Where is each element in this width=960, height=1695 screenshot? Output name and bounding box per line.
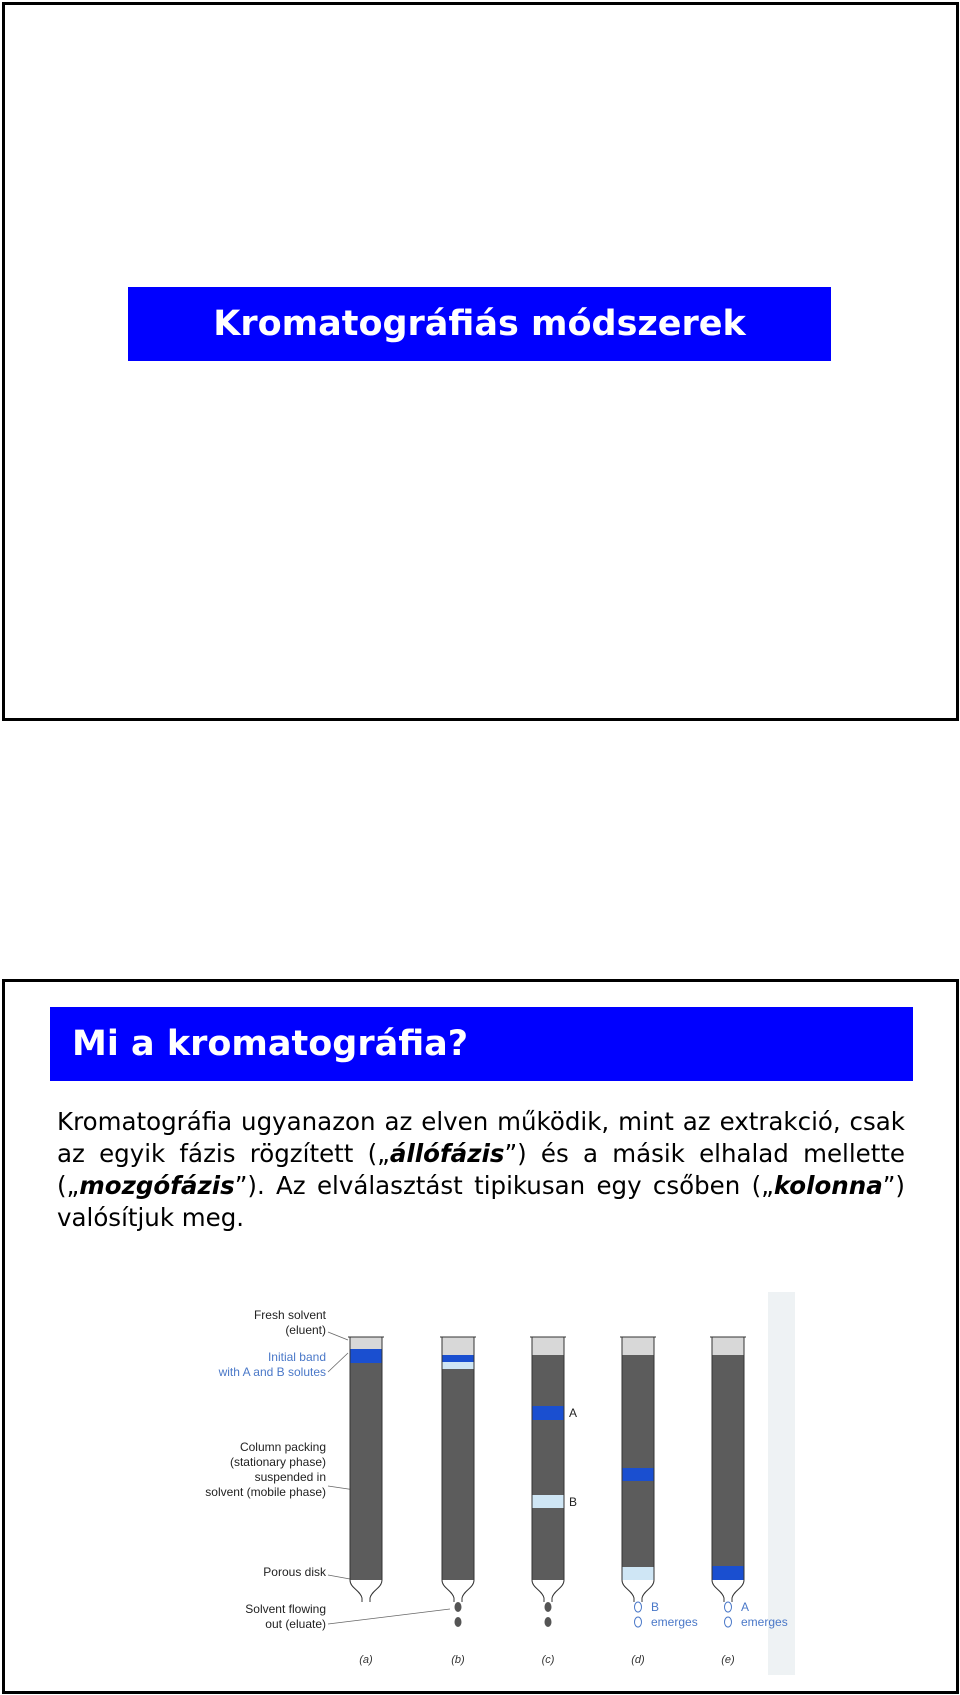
column-packing	[350, 1363, 382, 1580]
band-a	[712, 1566, 744, 1580]
eluate-drop-a	[725, 1617, 732, 1627]
label-eluate: out (eluate)	[265, 1617, 326, 1631]
para-text-2: ”) és a másik elhalad mellette („	[57, 1139, 905, 1200]
column-c	[530, 1337, 577, 1666]
label-porous-disk: Porous disk	[263, 1565, 326, 1579]
solvent-cap	[442, 1337, 474, 1355]
label-column-packing: Column packing	[239, 1440, 326, 1454]
slide-title-text: Mi a kromatográfia?	[72, 1024, 469, 1064]
emerges-text-b: emerges	[651, 1615, 698, 1629]
band-b	[622, 1567, 654, 1580]
label-solvent-flowing: Solvent flowing	[245, 1602, 326, 1616]
body-paragraph	[57, 1106, 905, 1234]
label-eluent: (eluent)	[285, 1323, 326, 1337]
band-b	[532, 1495, 564, 1508]
band-label-a: A	[569, 1406, 578, 1420]
emerges-label-b: B	[651, 1600, 660, 1614]
column-caption-c: (c)	[541, 1654, 555, 1666]
column-caption-e: (e)	[721, 1654, 735, 1666]
emerges-label-a: A	[741, 1600, 750, 1614]
column-packing	[712, 1355, 744, 1580]
column-d	[620, 1337, 698, 1666]
solvent-cap	[712, 1337, 744, 1355]
slide-title: Kromatográfiás módszerek	[128, 287, 831, 361]
slide-title	[50, 1007, 913, 1081]
column-b	[440, 1337, 476, 1666]
para-text-1: Kromatográfia ugyanazon az elven működik, mint az extrakció, csak az egyik fázis rögzített („	[57, 1107, 905, 1168]
band-a	[532, 1406, 564, 1420]
leader-line	[328, 1353, 348, 1372]
solvent-cap	[532, 1337, 564, 1355]
eluate-drop	[455, 1617, 462, 1627]
chromatography-column-figure	[200, 1292, 795, 1675]
eluate-drop-a	[725, 1602, 732, 1612]
term-mozgofazis: mozgófázis	[79, 1171, 235, 1200]
column-packing	[442, 1369, 474, 1580]
label-initial-band: Initial band	[267, 1350, 326, 1364]
label-stationary-phase: (stationary phase)	[229, 1455, 326, 1469]
eluate-drop-b	[635, 1602, 642, 1612]
emerges-text-a: emerges	[741, 1615, 788, 1629]
para-text-3: ”). Az elválasztást tipikusan egy csőben („	[234, 1171, 774, 1200]
label-fresh-solvent: Fresh solvent	[253, 1308, 326, 1322]
column-packing	[622, 1355, 654, 1580]
eluate-drop-b	[635, 1617, 642, 1627]
column-a	[348, 1337, 384, 1666]
initial-band	[350, 1349, 382, 1363]
column-caption-a: (a)	[359, 1654, 373, 1666]
column-caption-b: (b)	[451, 1654, 465, 1666]
term-kolonna: kolonna	[773, 1171, 883, 1200]
band-a	[622, 1468, 654, 1481]
leader-line	[328, 1575, 350, 1579]
para-text-4: ”) valósítjuk meg.	[57, 1171, 905, 1232]
column-caption-d: (d)	[631, 1654, 645, 1666]
band-label-b: B	[569, 1495, 578, 1509]
label-mobile-phase: solvent (mobile phase)	[205, 1485, 326, 1499]
label-suspended-in: suspended in	[254, 1470, 326, 1484]
eluate-drop	[545, 1602, 552, 1612]
column-packing	[532, 1355, 564, 1580]
solvent-cap	[622, 1337, 654, 1355]
band-b	[442, 1362, 474, 1369]
slide-2	[2, 979, 959, 1694]
label-with-solutes: with A and B solutes	[218, 1365, 326, 1379]
leader-line	[328, 1609, 450, 1624]
band-a	[442, 1355, 474, 1362]
slide-1	[2, 2, 959, 721]
leader-line	[328, 1332, 348, 1340]
solvent-cap	[350, 1337, 382, 1349]
term-allofazis: állófázis	[389, 1139, 505, 1168]
eluate-drop	[455, 1602, 462, 1612]
eluate-drop	[545, 1617, 552, 1627]
